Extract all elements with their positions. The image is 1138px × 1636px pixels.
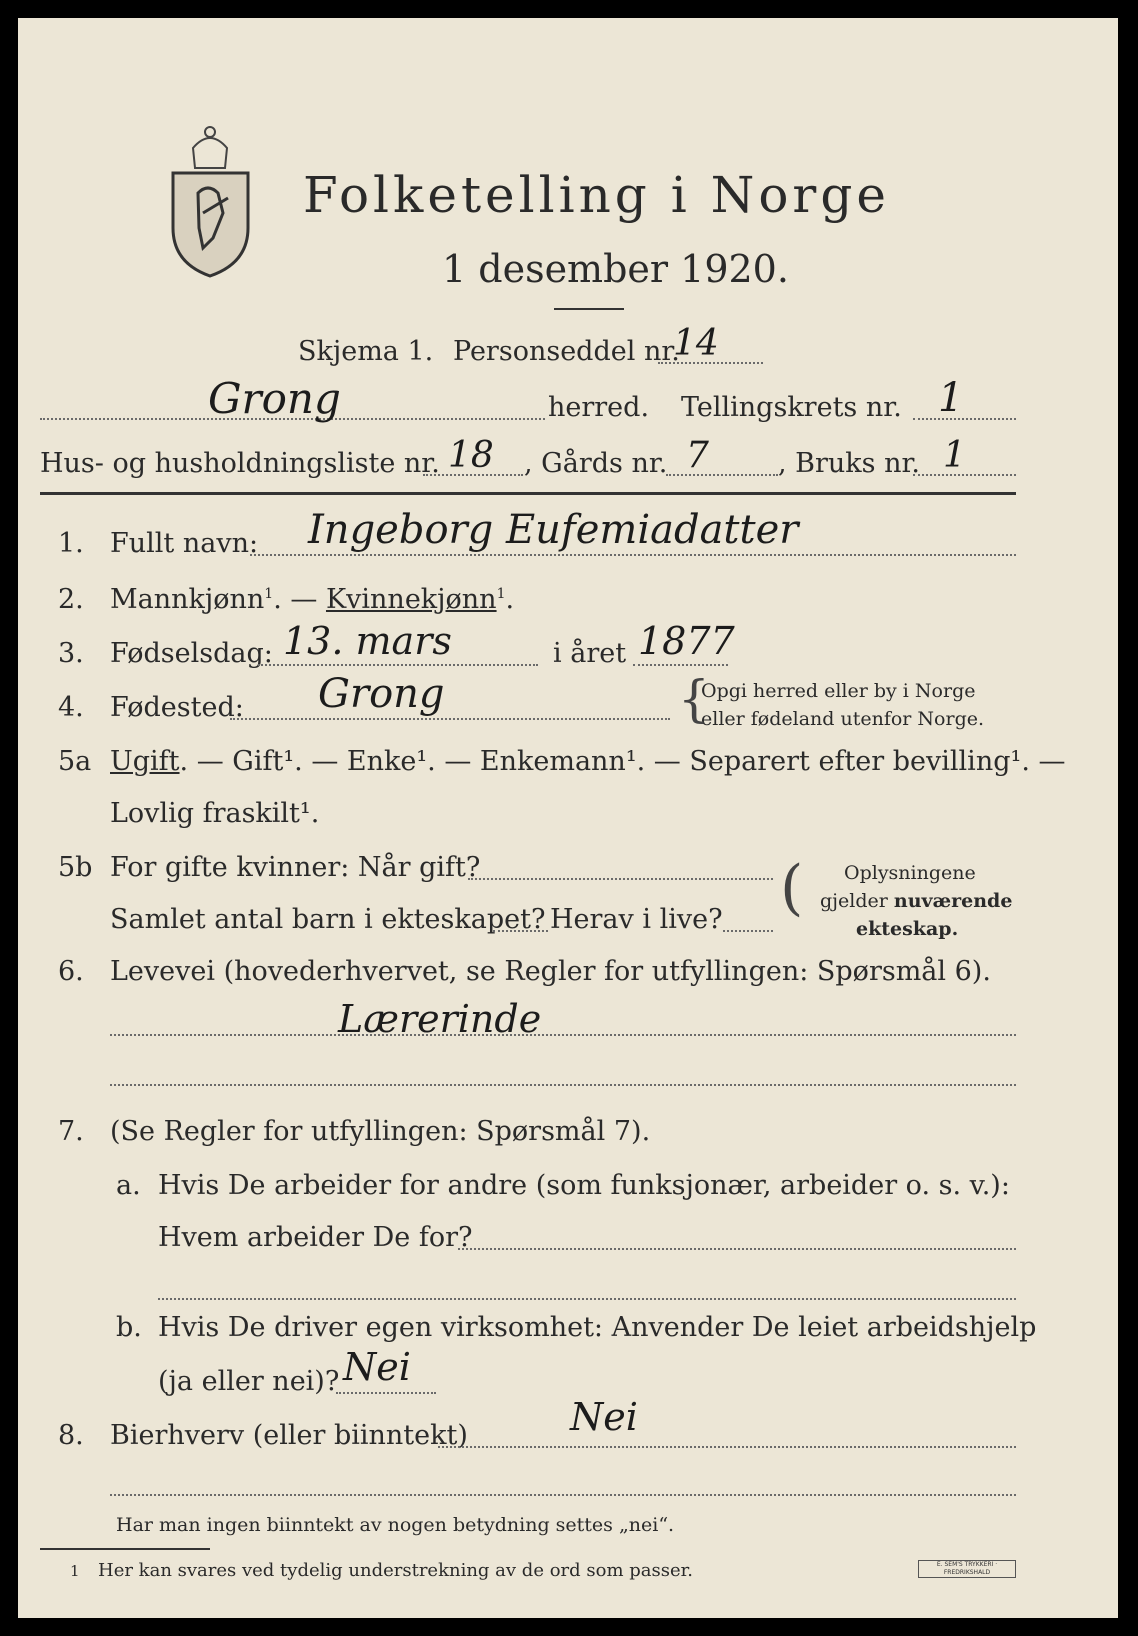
q7a-line2 [158, 1298, 1016, 1300]
gards-value: 7 [686, 435, 709, 476]
norwegian-coat-of-arms-icon [163, 118, 258, 278]
q4-note-line1: Opgi herred eller by i Norge [701, 680, 976, 702]
schema-label: Skjema 1. [298, 336, 434, 367]
q6-line2 [110, 1084, 1016, 1086]
q2-number: 2. [58, 584, 84, 615]
q3-label: Fødselsdag: [110, 638, 273, 669]
q5b-label3: Herav i live? [550, 904, 723, 935]
printer-stamp: E. SEM'S TRYKKERI · FREDRIKSHALD [918, 1560, 1016, 1578]
q4-number: 4. [58, 692, 84, 723]
q8-line2 [110, 1494, 1016, 1496]
q5b-note-line3: ekteskap. [856, 918, 959, 940]
q2-options: Mannkjønn$^1$. — Kvinnekjønn$^1$. [110, 584, 515, 615]
q4-value: Grong [318, 671, 445, 717]
q2-kvinne: Kvinnekjønn [325, 584, 497, 615]
q7a-letter: a. [116, 1170, 141, 1201]
q6-value: Lærerinde [338, 997, 542, 1041]
q6-line1 [110, 1034, 1016, 1036]
personseddel-value: 14 [673, 323, 719, 364]
q2-mann: Mannkjønn [110, 584, 265, 615]
q7a-text2: Hvem arbeider De for? [158, 1222, 473, 1253]
q5b-gift-line [468, 878, 773, 880]
q7-label: (Se Regler for utfyllingen: Spørsmål 7). [110, 1116, 651, 1147]
tellingskrets-label: Tellingskrets nr. [681, 392, 902, 423]
footnote-text: Her kan svares ved tydelig understrekning av de ord som passer. [98, 1560, 693, 1581]
q8-value: Nei [570, 1395, 638, 1439]
q7b-text2: (ja eller nei)? [158, 1366, 340, 1397]
q7a-text: Hvis De arbeider for andre (som funksjonær, arbeider o. s. v.): [158, 1170, 1010, 1201]
gards-label: , Gårds nr. [524, 448, 668, 479]
q8-label: Bierhverv (eller biinntekt) [110, 1420, 468, 1451]
q5b-label1: For gifte kvinner: Når gift? [110, 852, 481, 883]
q6-label: Levevei (hovederhvervet, se Regler for utfyllingen: Spørsmål 6). [110, 956, 991, 987]
title-divider [554, 308, 624, 310]
q1-number: 1. [58, 528, 84, 559]
herred-label: herred. [548, 392, 650, 423]
herred-value: Grong [208, 374, 341, 423]
q3-year-label: i året [553, 638, 627, 669]
hus-value: 18 [448, 435, 494, 476]
q5b-barn-line [493, 930, 548, 932]
q1-line [250, 554, 1016, 556]
q7b-letter: b. [116, 1312, 142, 1343]
form-title: Folketelling i Norge [303, 166, 890, 224]
q8-line1 [438, 1446, 1016, 1448]
footer-note: Har man ingen biinntekt av nogen betydning settes „nei“. [116, 1514, 675, 1536]
q1-label: Fullt navn: [110, 528, 259, 559]
q4-brace: { [678, 670, 710, 728]
footer-divider [40, 1548, 210, 1550]
q7a-line1 [458, 1248, 1016, 1250]
bruks-label: , Bruks nr. [778, 448, 921, 479]
q5a-ugift: Ugift [110, 746, 180, 777]
q4-label: Fødested: [110, 692, 244, 723]
q5b-note-line2: gjelder nuværende [820, 890, 1013, 912]
q5a-line2: Lovlig fraskilt¹. [110, 798, 320, 829]
q3-year-value: 1877 [638, 619, 735, 663]
q5b-label2: Samlet antal barn i ekteskapet? [110, 904, 546, 935]
q5b-brace: ( [780, 853, 804, 923]
q5b-live-line [723, 930, 773, 932]
q6-number: 6. [58, 956, 84, 987]
q3-number: 3. [58, 638, 84, 669]
gards-line [666, 474, 778, 476]
q4-line [230, 718, 670, 720]
q1-value: Ingeborg Eufemiadatter [308, 507, 799, 553]
q5a-number: 5a [58, 746, 92, 777]
bruks-value: 1 [943, 435, 966, 476]
tellingskrets-line [913, 418, 1016, 420]
q8-number: 8. [58, 1420, 84, 1451]
tellingskrets-value: 1 [938, 375, 964, 421]
census-form [18, 18, 1118, 1618]
q5a-options: Ugift. — Gift¹. — Enke¹. — Enkemann¹. — Separert efter bevilling¹. — [110, 746, 1066, 777]
q7b-line [336, 1392, 436, 1394]
q3-year-line [633, 664, 728, 666]
hus-label: Hus- og husholdningsliste nr. [40, 448, 440, 479]
q7-number: 7. [58, 1116, 84, 1147]
census-date: 1 desember 1920. [442, 247, 789, 291]
q7b-text: Hvis De driver egen virksomhet: Anvender De leiet arbeidshjelp [158, 1312, 1037, 1343]
header-divider [40, 492, 1016, 495]
q3-line [258, 664, 538, 666]
personseddel-label: Personseddel nr. [453, 336, 680, 367]
q3-value: 13. mars [283, 619, 452, 663]
q7b-value: Nei [343, 1345, 411, 1389]
q5b-number: 5b [58, 852, 93, 883]
q5b-note-line1: Oplysningene [844, 862, 976, 884]
q4-note-line2: eller fødeland utenfor Norge. [701, 708, 985, 730]
footnote-number: 1 [70, 1562, 80, 1580]
